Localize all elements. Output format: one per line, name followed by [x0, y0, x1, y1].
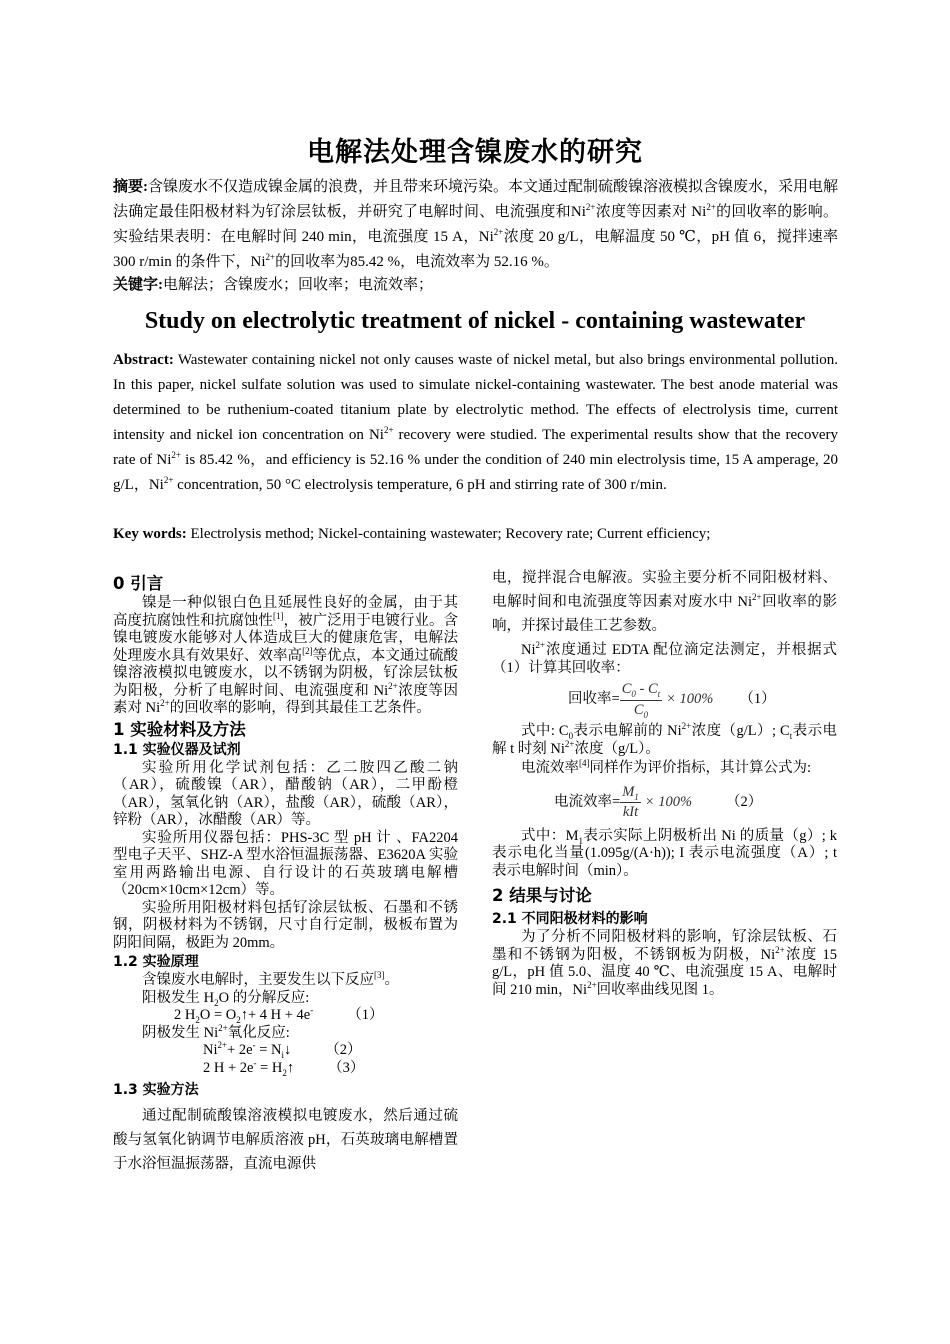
keywords-en-text: Electrolysis method; Nickel-containing wastewater; Recovery rate; Current efficiency; — [186, 526, 711, 542]
formula-1-fraction: $\frac{C_0 - C_t}{C_0}$ — [621, 681, 661, 720]
keywords-en — [113, 522, 838, 547]
keywords-cn-text: 电解法；含镍废水；回收率；电流效率； — [163, 277, 434, 293]
formula-2-label: 电流效率= — [554, 793, 621, 810]
formula-2-number: （2） — [726, 793, 763, 810]
abstract-cn: 摘要:含镍废水不仅造成镍金属的浪费，并且带来环境污染。本文通过配制硫酸镍溶液模拟含镍废水，采用电解法确定最佳阳极材料为钌涂层钛板，并研究了电解时间、电流强度和$Ni^{2+}$浓度等因素对 $Ni^{2+}$的回收率的影响。实验结果表明：在电解时间 240 min，电流强度 15 A，$Ni^{2+}$浓度 20 g/L，电解温度 50 ℃，pH 值 6，搅拌速率 300 r/min 的条件下，$Ni^{2+}$的回收率为85.42 %，电流效率为 52.16 %。 — [113, 179, 839, 270]
anode-reaction-label: 阳极发生 $H_2O$ 的分解反应: — [142, 989, 310, 1008]
subsection-heading-principle: 1.2 实验原理 — [113, 954, 199, 970]
equation-1: 2 $H_2O$ = $O_2↑+ 4$ H + 4e- （1） — [174, 1005, 384, 1025]
keywords-en-label: Key words: — [113, 526, 187, 542]
method-paragraph-start: 通过配制硫酸镍溶液模拟电镀废水，然后通过硫酸与氢氧化钠调节电解质溶液 pH，石英玻璃电解槽置于水浴恒温振荡器，直流电源供 — [113, 1108, 458, 1172]
subsection-heading-anode-materials: 2.1 不同阳极材料的影响 — [492, 911, 648, 927]
body-column-right — [492, 572, 837, 999]
paper-title-en: Study on electrolytic treatment of nickel - containing wastewater — [144, 308, 806, 334]
efficiency-paragraph: 电流效率[4]同样作为评价指标，其计算公式为: — [521, 758, 812, 776]
section-heading-materials: 1 实验材料及方法 — [113, 719, 246, 739]
section-heading-results: 2 结果与讨论 — [492, 886, 592, 905]
formula-2-fraction: $\frac{M_1}{\text{kIt}}$ — [622, 783, 639, 820]
formula-current-efficiency: 电流效率= $\frac{M_1}{\text{kIt}}$ × 100% （2） — [554, 783, 763, 820]
electrodes-paragraph: 实验所用阳极材料包括钌涂层钛板、石墨和不锈钢，阴极材料为不锈钢，尺寸自行定制，极板布置为阴阳间隔，极距为 20mm。 — [113, 899, 458, 951]
abstract-cn-label: 摘要: — [113, 179, 148, 195]
paper-title-cn: 电解法处理含镍废水的研究 — [307, 137, 643, 168]
subsection-heading-reagents: 1.1 实验仪器及试剂 — [113, 741, 241, 758]
principle-paragraph: 含镍废水电解时，主要发生以下反应[3]。 — [142, 970, 399, 988]
intro-paragraph: 镍是一种似银白色且延展性良好的金属，由于其高度抗腐蚀性和抗腐蚀性[1]，被广泛用于电镀行业。含镍电镀废水能够对人体造成巨大的健康危害，电解法处理废水具有效果好、效率高[2]等优点，本文通过硫酸镍溶液模拟电镀废水，以不锈钢为阴极，钌涂层钛板为阳极，分析了电解时间、电流强度和 $Ni^{2+}$浓度等因素对 $Ni^{2+}$的回收率的影响，得到其最佳工艺条件。 — [113, 595, 459, 716]
method-paragraph-continued: 电，搅拌混合电解液。实验主要分析不同阳极材料、电解时间和电流强度等因素对废水中 $Ni^{2+}$回收率的影响，并探讨最佳工艺参数。 — [492, 570, 838, 634]
anode-materials-paragraph: 为了分析不同阳极材料的影响，钌涂层钛板、石墨和不锈钢为阳极，不锈钢板为阴极，$Ni^{2+}$浓度 15 g/L，pH 值 5.0、温度 40 ℃、电流强度 15 A、电解时间 210 min，$Ni^{2+}$回收率曲线见图 1。 — [492, 929, 838, 998]
section-heading-intro: 0 引言 — [113, 574, 164, 593]
equation-3: 2 $H + 2e^- = H_2↑$ （3） — [203, 1057, 365, 1078]
abstract-en-label: Abstract: — [113, 352, 174, 368]
equation-2: $Ni^{2+}+ 2e^-$ = $N_i↓$ （2） — [203, 1040, 362, 1060]
abstract-en: Abstract: Wastewater containing nickel not only causes waste of nickel metal, but also brings environmental pollution. In this paper, nickel sulfate solution was used to simulate nickel-containing wastewater. The best anode material was determined to be ruthenium-coated titanium plate by electrolytic method. The effects of electrolysis time, current intensity and nickel ion concentration on $Ni^{2+}$ recovery were studied. The experimental results show that the recovery rate of $Ni^{2+}$ is 85.42 %，and efficiency is 52.16 % under the condition of 240 min electrolysis time, 15 A amperage, 20 g/L，$Ni^{2+}$ concentration, 50 °C electrolysis temperature, 6 pH and stirring rate of 300 r/min. — [113, 352, 838, 493]
cathode-reaction-label: 阴极发生 $Ni^{2+}$氧化反应: — [142, 1022, 290, 1041]
instruments-paragraph: 实验所用仪器包括：PHS-3C 型 pH 计 、FA2204 型电子天平、SHZ-A 型水浴恒温振荡器、E3620A 实验室用两路输出电源、自行设计的石英玻璃电解槽（20cm×10cm×12cm）等。 — [113, 829, 458, 898]
edta-paragraph: $Ni^{2+}$浓度通过 EDTA 配位滴定法测定，并根据式（1）计算其回收率： — [492, 640, 837, 676]
formula-1-number: （1） — [739, 691, 776, 708]
formula-recovery-rate: 回收率= $\frac{C_0 - C_t}{C_0}$ × 100% （1） — [568, 681, 776, 720]
reagents-paragraph: 实验所用化学试剂包括：乙二胺四乙酸二钠（AR），硫酸镍（AR），醋酸钠（AR），二甲酚橙（AR），氢氧化钠（AR），盐酸（AR），硫酸（AR），锌粉（AR），冰醋酸（AR）等。 — [113, 759, 458, 828]
formula-1-description: 式中: $C_0$表示电解前的 $Ni^{2+}$浓度（g/L）; $C_t$表示电解 t 时刻 $Ni^{2+}$浓度（g/L）。 — [492, 721, 838, 757]
keywords-cn-label: 关键字: — [113, 277, 163, 293]
subsection-heading-method: 1.3 实验方法 — [113, 1082, 199, 1098]
keywords-cn — [113, 273, 838, 298]
body-column-left — [113, 572, 458, 1176]
formula-2-description: 式中：$M_1$表示实际上阴极析出 Ni 的质量（g）; k 表示电化当量(1.095g/(A·h)); I 表示电流强度（A）; t 表示电解时间（min）。 — [492, 827, 837, 879]
formula-1-label: 回收率= — [568, 691, 620, 708]
